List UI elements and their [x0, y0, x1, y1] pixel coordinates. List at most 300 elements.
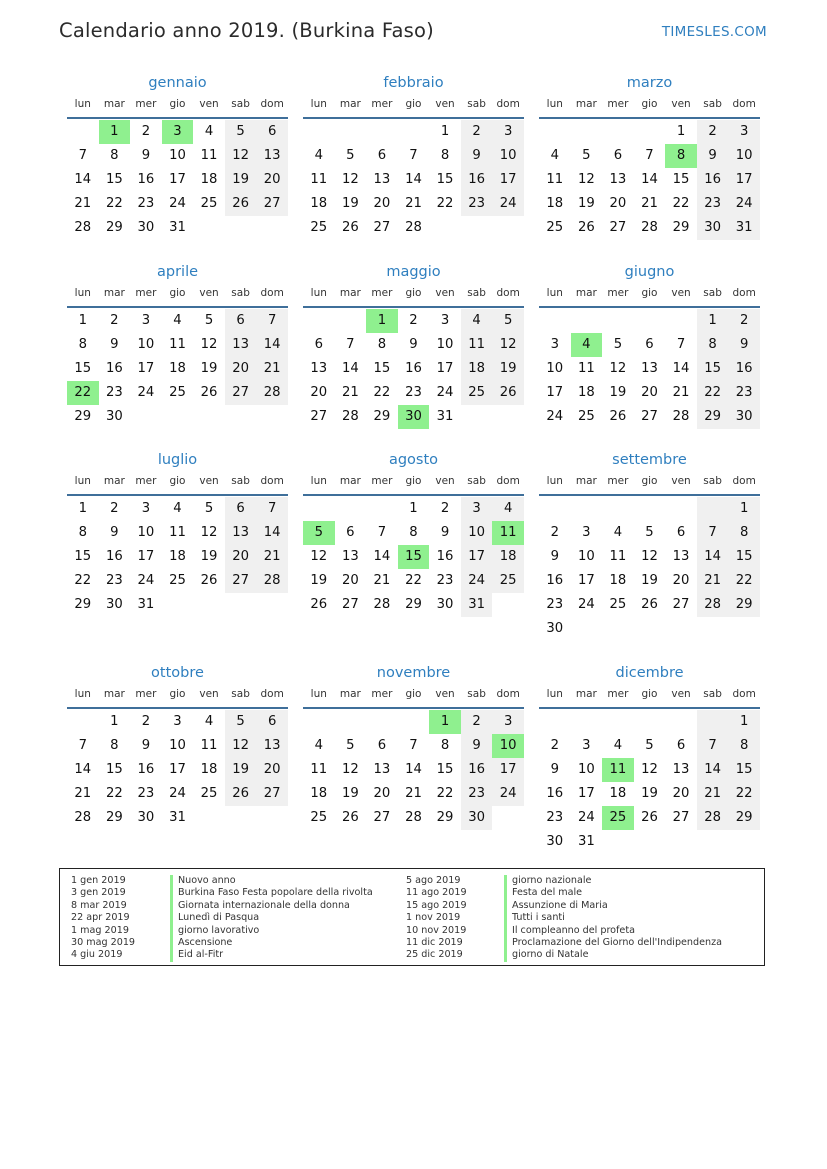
header-rule [303, 306, 524, 308]
weekday-label: mar [339, 287, 361, 299]
weekday-label: lun [310, 475, 327, 487]
day-cell: 6 [256, 710, 288, 734]
day-cell: 6 [613, 148, 623, 163]
month-marzo [539, 73, 760, 240]
day-cell: 11 [310, 172, 328, 187]
day-cell: 22 [105, 786, 123, 801]
day-cell: 7 [409, 148, 418, 163]
day-cell: 26 [492, 381, 524, 405]
day-cell: 7 [409, 738, 418, 753]
day-cell: 21 [405, 786, 422, 801]
day-cell: 11 [577, 361, 595, 376]
day-cell: 27 [641, 409, 658, 424]
day-cell: 2 [461, 710, 493, 734]
day-cell: 18 [169, 549, 186, 564]
day-cell: 2 [461, 120, 493, 144]
day-cell: 2 [110, 313, 119, 328]
month-name: giugno [624, 264, 675, 280]
day-cell: 5 [225, 710, 257, 734]
weekday-label: sab [231, 475, 250, 487]
day-cell: 28 [405, 220, 422, 235]
day-cell: 21 [256, 545, 288, 569]
weekday-label: mer [135, 98, 157, 110]
day-cell: 15 [105, 172, 123, 187]
day-cell: 26 [609, 409, 627, 424]
day-cell: 28 [672, 409, 690, 424]
empty-day-cell [303, 710, 335, 734]
day-grid [67, 309, 288, 429]
day-cell: 29 [697, 405, 729, 429]
day-cell: 19 [200, 361, 218, 376]
day-cell: 17 [436, 361, 454, 376]
day-cell: 17 [577, 573, 595, 588]
day-cell: 24 [137, 385, 155, 400]
day-cell: 9 [461, 144, 493, 168]
weekday-header [67, 474, 288, 494]
day-cell: 5 [492, 309, 524, 333]
empty-day-cell [539, 710, 571, 734]
day-cell: 10 [492, 144, 524, 168]
day-cell: 9 [409, 337, 418, 352]
day-cell: 3 [440, 313, 450, 328]
day-cell: 25 [200, 786, 218, 801]
empty-day-cell [665, 309, 697, 333]
weekday-label: gio [405, 98, 422, 110]
day-cell: 25 [609, 597, 627, 612]
day-cell: 31 [169, 810, 186, 825]
weekday-label: gio [641, 475, 658, 487]
legend-date: 8 mar 2019 [71, 899, 127, 911]
day-cell: 14 [74, 172, 92, 187]
weekday-label: lun [546, 98, 563, 110]
day-cell: 6 [676, 738, 686, 753]
day-cell: 19 [310, 573, 328, 588]
weekday-label: mer [135, 475, 157, 487]
day-cell: 1 [440, 124, 450, 139]
weekday-label: ven [671, 287, 691, 299]
day-cell: 8 [440, 738, 450, 753]
month-name: maggio [386, 264, 441, 280]
holiday-day-cell: 3 [162, 120, 194, 144]
day-cell: 17 [169, 762, 186, 777]
day-grid [539, 497, 760, 641]
day-cell: 1 [697, 309, 729, 333]
weekday-label: sab [467, 475, 486, 487]
day-cell: 8 [697, 333, 729, 357]
day-cell: 25 [461, 381, 493, 405]
day-cell: 19 [492, 357, 524, 381]
weekday-label: ven [671, 475, 691, 487]
day-cell: 18 [546, 196, 564, 211]
empty-day-cell [571, 710, 603, 734]
day-cell: 2 [697, 120, 729, 144]
day-cell: 22 [405, 573, 422, 588]
day-cell: 22 [436, 196, 454, 211]
weekday-header [303, 687, 524, 707]
day-cell: 24 [436, 385, 454, 400]
day-cell: 15 [74, 361, 92, 376]
day-cell: 11 [461, 333, 493, 357]
day-cell: 7 [256, 309, 288, 333]
empty-day-cell [602, 120, 634, 144]
day-cell: 18 [461, 357, 493, 381]
day-cell: 2 [550, 525, 559, 540]
day-cell: 25 [492, 569, 524, 593]
legend-name: Burkina Faso Festa popolare della rivolta [178, 887, 373, 899]
day-cell: 11 [169, 337, 186, 352]
legend-left-marker [170, 875, 173, 962]
day-cell: 10 [461, 521, 493, 545]
day-cell: 26 [225, 192, 257, 216]
weekday-label: gio [169, 688, 186, 700]
legend-right-marker [504, 875, 507, 962]
weekday-label: lun [74, 475, 91, 487]
day-cell: 17 [137, 549, 155, 564]
empty-day-cell [571, 497, 603, 521]
empty-day-cell [571, 120, 603, 144]
day-cell: 5 [645, 525, 654, 540]
empty-day-cell [303, 497, 335, 521]
day-cell: 9 [141, 148, 151, 163]
day-cell: 20 [256, 758, 288, 782]
day-cell: 19 [200, 549, 218, 564]
empty-day-cell [602, 309, 634, 333]
legend-date: 15 ago 2019 [406, 899, 467, 911]
day-cell: 23 [137, 196, 155, 211]
day-cell: 6 [377, 148, 387, 163]
day-cell: 8 [440, 148, 450, 163]
day-cell: 15 [728, 545, 760, 569]
day-cell: 30 [697, 216, 729, 240]
day-grid [67, 497, 288, 617]
day-cell: 12 [225, 734, 257, 758]
month-febbraio [303, 73, 524, 240]
day-cell: 15 [373, 361, 391, 376]
day-cell: 20 [609, 196, 627, 211]
day-cell: 13 [609, 172, 627, 187]
day-cell: 3 [728, 120, 760, 144]
empty-day-cell [539, 120, 571, 144]
day-cell: 12 [577, 172, 595, 187]
day-cell: 5 [225, 120, 257, 144]
day-cell: 29 [105, 220, 123, 235]
day-cell: 21 [672, 385, 690, 400]
day-cell: 11 [609, 549, 627, 564]
day-cell: 9 [440, 525, 450, 540]
day-cell: 23 [105, 385, 123, 400]
weekday-label: mer [371, 98, 393, 110]
day-cell: 30 [461, 806, 493, 830]
day-cell: 6 [225, 309, 257, 333]
day-cell: 24 [492, 192, 524, 216]
day-cell: 10 [577, 549, 595, 564]
day-cell: 25 [169, 385, 186, 400]
weekday-header [539, 474, 760, 494]
day-cell: 7 [676, 337, 686, 352]
day-cell: 8 [409, 525, 418, 540]
day-cell: 30 [546, 834, 564, 849]
legend-date: 5 ago 2019 [406, 875, 461, 886]
day-cell: 28 [697, 806, 729, 830]
day-cell: 31 [137, 597, 155, 612]
empty-day-cell [398, 710, 430, 734]
day-cell: 16 [546, 573, 564, 588]
day-cell: 5 [346, 738, 355, 753]
weekday-header [539, 286, 760, 306]
day-cell: 16 [697, 168, 729, 192]
header-rule [539, 117, 760, 119]
day-cell: 3 [582, 525, 591, 540]
weekday-label: dom [496, 98, 520, 110]
day-cell: 17 [169, 172, 186, 187]
day-cell: 25 [546, 220, 564, 235]
day-cell: 19 [225, 758, 257, 782]
weekday-header [303, 474, 524, 494]
day-cell: 5 [582, 148, 591, 163]
day-cell: 29 [405, 597, 422, 612]
weekday-header [303, 286, 524, 306]
empty-day-cell [602, 710, 634, 734]
header-rule [539, 306, 760, 308]
weekday-label: gio [169, 475, 186, 487]
weekday-label: ven [435, 475, 455, 487]
day-cell: 26 [341, 220, 359, 235]
weekday-label: sab [703, 475, 722, 487]
weekday-label: gio [641, 688, 658, 700]
day-cell: 6 [346, 525, 355, 540]
day-cell: 13 [225, 521, 257, 545]
day-cell: 19 [609, 385, 627, 400]
empty-day-cell [665, 710, 697, 734]
day-cell: 27 [373, 220, 391, 235]
month-name: dicembre [615, 665, 684, 681]
weekday-label: gio [405, 475, 422, 487]
weekday-header [539, 97, 760, 117]
empty-day-cell [335, 710, 367, 734]
legend-date: 1 gen 2019 [71, 875, 126, 886]
weekday-label: sab [231, 98, 250, 110]
day-cell: 28 [74, 220, 92, 235]
weekday-label: mar [103, 287, 125, 299]
day-cell: 4 [173, 313, 182, 328]
day-cell: 2 [110, 501, 119, 516]
day-cell: 29 [728, 593, 760, 617]
legend-name: Il compleanno del profeta [512, 924, 635, 936]
day-cell: 26 [641, 597, 658, 612]
empty-day-cell [67, 710, 99, 734]
month-name: aprile [156, 264, 199, 280]
site-logo-text[interactable]: TIMESLES.COM [661, 24, 767, 40]
day-cell: 7 [697, 734, 729, 758]
weekday-label: ven [199, 98, 219, 110]
empty-day-cell [335, 497, 367, 521]
day-cell: 10 [577, 762, 595, 777]
holiday-day-cell: 22 [67, 381, 99, 405]
day-grid [303, 309, 524, 429]
day-cell: 16 [405, 361, 422, 376]
day-cell: 4 [492, 497, 524, 521]
day-cell: 24 [137, 573, 155, 588]
weekday-label: gio [641, 98, 658, 110]
month-name: novembre [376, 665, 451, 681]
day-cell: 6 [225, 497, 257, 521]
day-cell: 24 [728, 192, 760, 216]
weekday-label: dom [496, 475, 520, 487]
legend-date: 1 nov 2019 [406, 912, 461, 924]
day-cell: 26 [200, 573, 218, 588]
day-cell: 12 [200, 337, 218, 352]
day-cell: 24 [461, 569, 493, 593]
day-cell: 6 [314, 337, 323, 352]
day-cell: 18 [200, 172, 218, 187]
day-cell: 20 [672, 786, 690, 801]
day-cell: 27 [256, 192, 288, 216]
empty-day-cell [665, 497, 697, 521]
weekday-header [303, 97, 524, 117]
holiday-day-cell: 10 [492, 734, 524, 758]
month-name: marzo [626, 75, 673, 91]
day-cell: 14 [373, 549, 391, 564]
day-cell: 28 [697, 593, 729, 617]
day-cell: 14 [74, 762, 92, 777]
weekday-label: dom [260, 98, 284, 110]
day-cell: 12 [341, 762, 359, 777]
day-cell: 23 [105, 573, 123, 588]
day-cell: 26 [641, 810, 658, 825]
header-rule [303, 117, 524, 119]
legend-name: Nuovo anno [178, 875, 236, 886]
day-cell: 23 [546, 597, 564, 612]
day-cell: 5 [613, 337, 623, 352]
weekday-label: mer [135, 287, 157, 299]
weekday-label: lun [74, 688, 91, 700]
day-cell: 17 [546, 385, 564, 400]
weekday-label: dom [496, 688, 520, 700]
weekday-label: dom [732, 475, 756, 487]
day-cell: 19 [641, 573, 658, 588]
day-cell: 9 [728, 333, 760, 357]
legend-date: 10 nov 2019 [406, 924, 467, 936]
empty-day-cell [602, 497, 634, 521]
day-cell: 22 [74, 573, 92, 588]
page-title: Calendario anno 2019. (Burkina Faso) [59, 19, 434, 42]
weekday-label: sab [467, 287, 486, 299]
day-cell: 10 [137, 337, 155, 352]
month-settembre [539, 450, 760, 641]
day-cell: 25 [169, 573, 186, 588]
day-cell: 6 [377, 738, 387, 753]
day-cell: 14 [256, 521, 288, 545]
weekday-label: mar [103, 688, 125, 700]
weekday-label: mar [575, 98, 597, 110]
day-cell: 11 [200, 148, 218, 163]
weekday-label: lun [310, 688, 327, 700]
weekday-label: ven [435, 688, 455, 700]
day-cell: 21 [641, 196, 658, 211]
day-cell: 18 [492, 545, 524, 569]
day-cell: 3 [550, 337, 559, 352]
day-cell: 3 [141, 501, 151, 516]
day-cell: 12 [310, 549, 328, 564]
legend-left-dates [71, 875, 135, 962]
day-cell: 18 [200, 762, 218, 777]
day-cell: 21 [405, 196, 422, 211]
header-rule [539, 494, 760, 496]
day-cell: 13 [672, 549, 690, 564]
weekday-header [67, 286, 288, 306]
day-cell: 18 [169, 361, 186, 376]
holiday-day-cell: 1 [366, 309, 398, 333]
day-cell: 4 [613, 525, 623, 540]
day-cell: 27 [609, 220, 627, 235]
day-cell: 19 [341, 786, 359, 801]
day-cell: 25 [310, 220, 328, 235]
weekday-label: mar [339, 688, 361, 700]
day-cell: 20 [225, 357, 257, 381]
day-cell: 7 [256, 497, 288, 521]
weekday-label: lun [74, 98, 91, 110]
day-cell: 2 [409, 313, 418, 328]
holiday-day-cell: 1 [99, 120, 131, 144]
legend-name: Eid al-Fitr [178, 949, 224, 961]
day-cell: 18 [577, 385, 595, 400]
day-cell: 27 [341, 597, 359, 612]
day-cell: 8 [377, 337, 387, 352]
month-aprile [67, 262, 288, 429]
day-cell: 24 [577, 810, 595, 825]
day-cell: 12 [609, 361, 627, 376]
empty-day-cell [539, 309, 571, 333]
day-cell: 29 [436, 810, 454, 825]
legend-name: giorno nazionale [512, 875, 592, 886]
day-cell: 24 [492, 782, 524, 806]
day-cell: 20 [373, 786, 391, 801]
day-cell: 10 [169, 738, 186, 753]
day-cell: 13 [373, 762, 391, 777]
holiday-day-cell: 11 [602, 758, 634, 782]
day-cell: 26 [577, 220, 595, 235]
day-cell: 29 [105, 810, 123, 825]
day-cell: 20 [225, 545, 257, 569]
holiday-day-cell: 4 [571, 333, 603, 357]
day-cell: 30 [436, 597, 454, 612]
day-cell: 4 [461, 309, 493, 333]
day-cell: 10 [137, 525, 155, 540]
weekday-label: dom [732, 287, 756, 299]
weekday-label: mer [371, 688, 393, 700]
day-cell: 6 [676, 525, 686, 540]
month-name: febbraio [383, 75, 444, 91]
weekday-label: sab [467, 98, 486, 110]
weekday-label: gio [405, 287, 422, 299]
weekday-label: dom [732, 688, 756, 700]
day-cell: 4 [550, 148, 559, 163]
day-cell: 28 [373, 597, 391, 612]
header-rule [67, 117, 288, 119]
holiday-day-cell: 25 [602, 806, 634, 830]
weekday-label: gio [169, 98, 186, 110]
header-rule [67, 306, 288, 308]
day-cell: 8 [728, 734, 760, 758]
day-cell: 15 [436, 762, 454, 777]
day-cell: 30 [137, 810, 155, 825]
weekday-label: ven [199, 688, 219, 700]
day-grid [539, 710, 760, 854]
legend-date: 30 mag 2019 [71, 936, 136, 948]
weekday-label: mer [371, 287, 393, 299]
day-cell: 24 [577, 597, 595, 612]
day-cell: 17 [492, 758, 524, 782]
